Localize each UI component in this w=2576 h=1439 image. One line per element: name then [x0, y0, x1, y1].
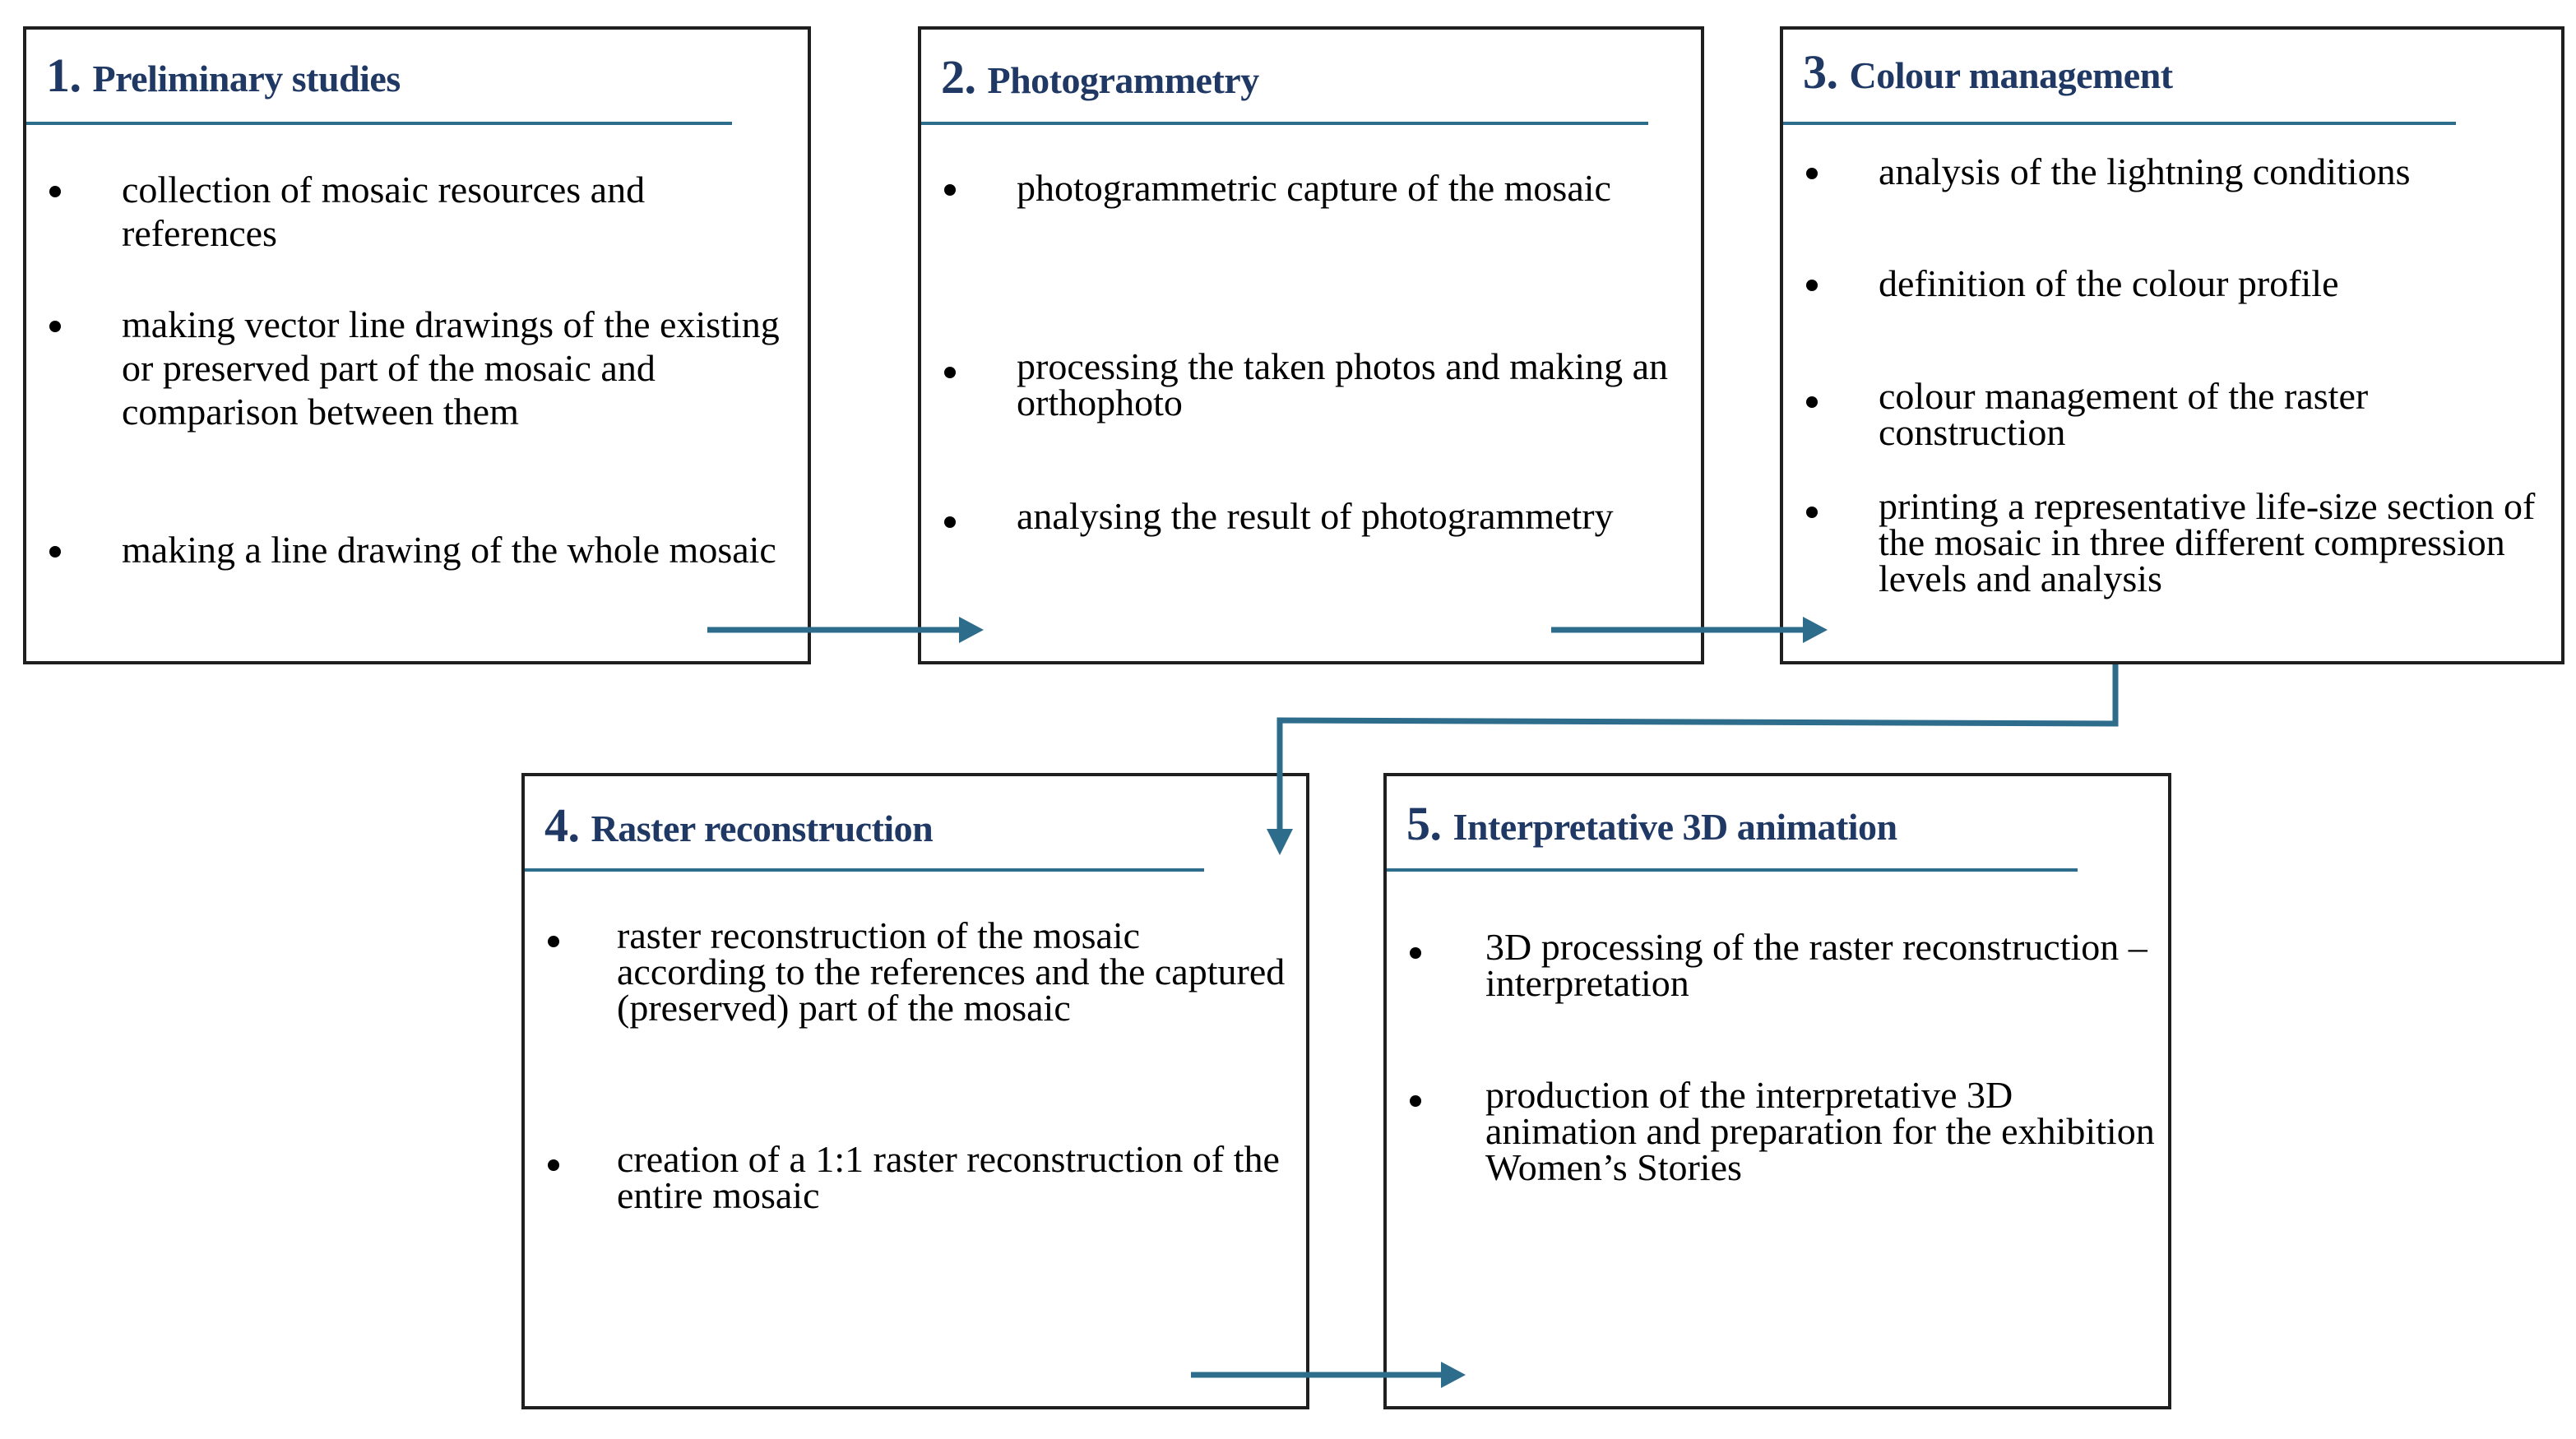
- step-3-item-1: analysis of the lightning conditions: [1783, 150, 2553, 193]
- step-1-item-3: making a line drawing of the whole mosaic: [26, 528, 799, 571]
- step-title-text-4: Raster reconstruction: [591, 807, 934, 849]
- step-2-item-1: photogrammetric capture of the mosaic: [921, 166, 1693, 210]
- arrow-head-1-to-2: [959, 617, 984, 643]
- arrow-3-to-4: [1280, 664, 2115, 835]
- step-5-item-1: 3D processing of the raster reconstruction – interpretation: [1387, 929, 2160, 1002]
- step-3-item-3: colour management of the raster construction: [1783, 378, 2553, 451]
- step-number-2: 2.: [941, 50, 976, 104]
- arrow-heads: [959, 617, 1828, 1388]
- step-3-item-2: definition of the colour profile: [1783, 261, 2553, 305]
- step-title-text-1: Preliminary studies: [92, 58, 401, 99]
- step-5-item-2: production of the interpretative 3D animation and preparation for the exhibition Women’s Stories: [1387, 1077, 2160, 1186]
- arrow-strokes: [707, 630, 2115, 1375]
- step-2-item-2: processing the taken photos and making an orthophoto: [921, 349, 1693, 421]
- step-3-item-4: printing a representative life-size section of the mosaic in three different compression levels and analysis: [1783, 488, 2553, 597]
- step-4-item-1: raster reconstruction of the mosaic according to the references and the captured (preserved) part of the mosaic: [525, 918, 1298, 1026]
- step-title-text-5: Interpretative 3D animation: [1452, 806, 1897, 848]
- step-1-item-1: collection of mosaic resources and references: [26, 168, 799, 255]
- step-number-3: 3.: [1803, 45, 1838, 99]
- step-title-text-2: Photogrammetry: [987, 59, 1259, 101]
- step-1-item-2: making vector line drawings of the existing or preserved part of the mosaic and comparison between them: [26, 303, 799, 433]
- step-number-1: 1.: [46, 49, 81, 102]
- step-4-item-2: creation of a 1:1 raster reconstruction of the entire mosaic: [525, 1141, 1298, 1214]
- arrow-head-2-to-3: [1803, 617, 1828, 643]
- step-title-text-3: Colour management: [1849, 54, 2173, 96]
- arrow-head-3-to-4: [1267, 829, 1293, 855]
- arrow-head-4-to-5: [1441, 1362, 1466, 1388]
- step-2-item-3: analysing the result of photogrammetry: [921, 498, 1693, 534]
- step-number-5: 5.: [1406, 797, 1442, 850]
- step-number-4: 4.: [544, 798, 580, 852]
